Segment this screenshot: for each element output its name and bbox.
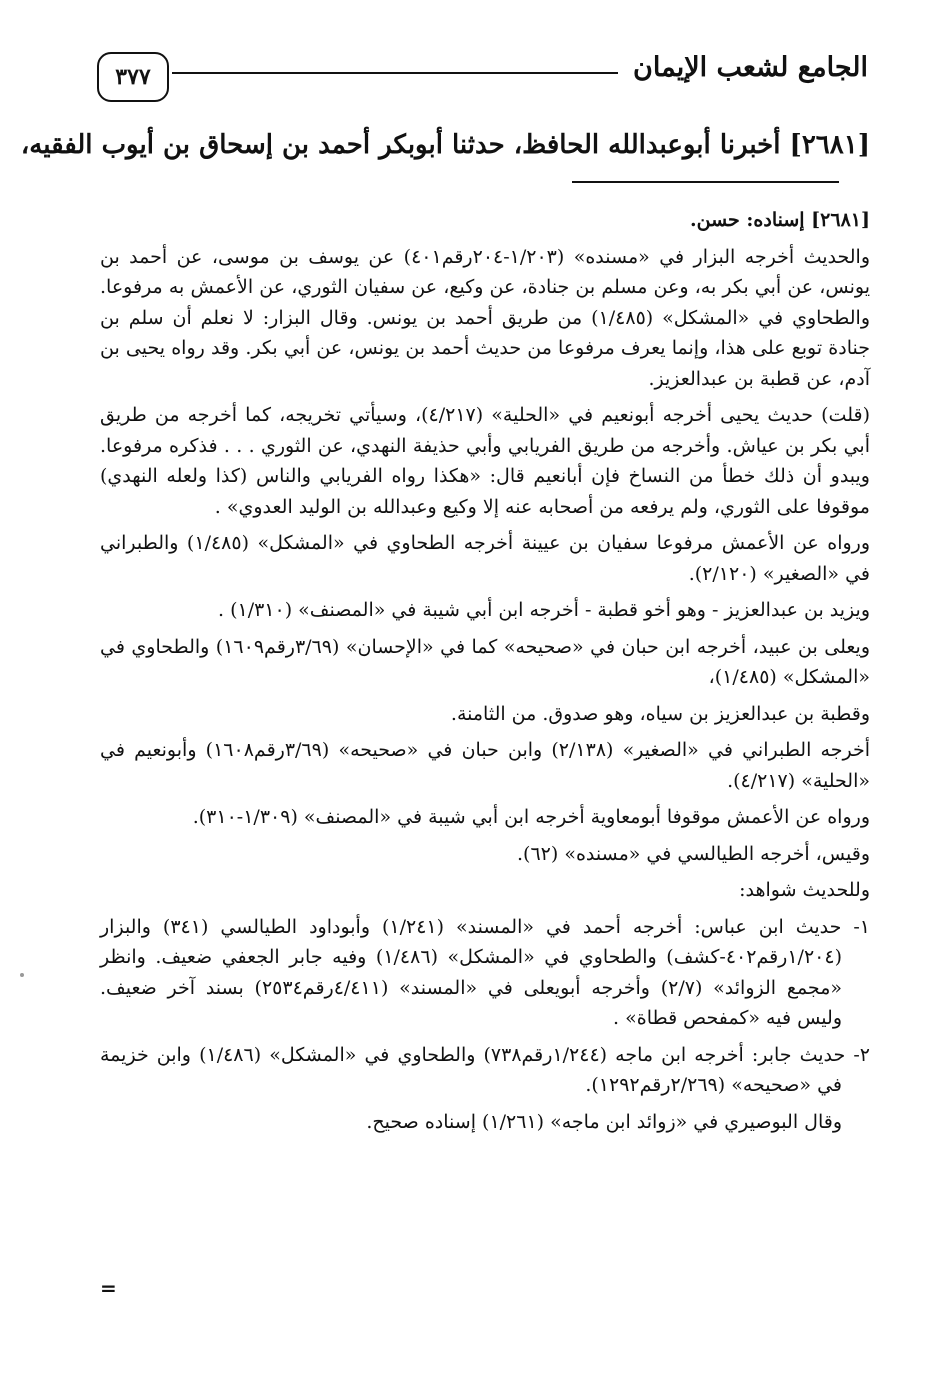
footnotes — [100, 205, 870, 1143]
hadith-text: [٢٦٨١] أخبرنا أبوعبدالله الحافظ، حدثنا أبوبكر أحمد بن إسحاق بن أيوب الفقيه، — [20, 130, 870, 160]
page-number: ٣٧٧ — [115, 64, 151, 90]
header-rule — [172, 72, 618, 74]
footnote-paragraph: (قلت) حديث يحيى أخرجه أبونعيم في «الحلية» (٤/٢١٧)، وسيأتي تخريجه، كما أخرجه من طريق أبي بكر بن عياش. وأخرجه من طريق الفريابي وأبي حذيفة النهدي، عن الثوري . . . فذكره مرفوعا. ويبدو أن ذلك خطأ من النساخ فإن أبانعيم قال: «هكذا رواه الفريابي والناس (كذا ولعله النهدي) موقوفا على الثوري، ولم يرفعه من أصحابه عنه إلا وكيع وعبدالله بن الوليد العدوي» . — [100, 404, 870, 518]
footnote-paragraph: ويعلى بن عبيد، أخرجه ابن حبان في «صحيحه» كما في «الإحسان» (٣/٦٩رقم١٦٠٩) والطحاوي في «المشكل» (١/٤٨٥)، — [100, 635, 871, 688]
continuation-mark: = — [100, 1276, 117, 1300]
witness-item: ١- حديث ابن عباس: أخرجه أحمد في «المسند» (١/٢٤١) وأبوداود الطيالسي (٣٤١) والبزار (١/٢٠٤رقم٤٠٢-كشف) والطحاوي في «المشكل» (١/٤٨٦) وفيه جابر الجعفي ضعيف. وانظر «مجمع الزوائد» (٢/٧) وأخرجه أبويعلى في «المسند» (٤/٤١١رقم٢٥٣٤) بسند آخر ضعيف. وليس فيه «كمفحص قطاة» . — [100, 915, 870, 1029]
footnote-paragraph: ويزيد بن عبدالعزيز - وهو أخو قطبة - أخرجه ابن أبي شيبة في «المصنف» (١/٣١٠) . — [217, 599, 870, 621]
footnote-paragraph: وقيس، أخرجه الطيالسي في «مسنده» (٦٢). — [517, 842, 870, 865]
witness-item: ٢- حديث جابر: أخرجه ابن ماجه (١/٢٤٤رقم٧٣٨) والطحاوي في «المشكل» (١/٤٨٦) وابن خزيمة في «صحيحه» (٢/٢٦٩رقم١٢٩٢). — [100, 1043, 871, 1096]
margin-speck — [20, 973, 24, 977]
page-number-box — [97, 52, 169, 102]
footnote-paragraph: ورواه عن الأعمش مرفوعا سفيان بن عيينة أخرجه الطحاوي في «المشكل» (١/٤٨٥) والطبراني في «الصغير» (٢/١٢٠). — [100, 532, 870, 585]
footnote-paragraph: وللحديث شواهد: — [739, 879, 870, 901]
footnote-paragraph: أخرجه الطبراني في «الصغير» (٢/١٣٨) وابن حبان في «صحيحه» (٣/٦٩رقم١٦٠٨) وأبونعيم في «الحلية» (٤/٢١٧). — [100, 739, 870, 792]
closing-note: وقال البوصيري في «زوائد ابن ماجه» (١/٢٦١) إسناده صحيح. — [366, 1110, 842, 1133]
footnote-paragraph: ورواه عن الأعمش موقوفا أبومعاوية أخرجه ابن أبي شيبة في «المصنف» (١/٣٠٩-٣١٠). — [192, 806, 870, 828]
footnote-heading: [٢٦٨١] إسناده: حسن. — [690, 209, 870, 231]
footnote-paragraph: والحديث أخرجه البزار في «مسنده» (١/٢٠٣-٢٠٤رقم٤٠١) عن يوسف بن موسى، عن أحمد بن يونس، عن أبي بكر به، وعن مسلم بن جنادة، عن وكيع، عن سفيان الثوري، عن الأعمش به مرفوعا. والطحاوي في «المشكل» (١/٤٨٥) من طريق أحمد بن يونس. وقال البزار: لا نعلم أن سلم بن جنادة توبع على هذا، وإنما يعرف مرفوعا من حديث أحمد بن يونس، عن أبي بكر. وقد رواه يحيى بن آدم، عن قطبة بن عبدالعزيز. — [100, 245, 871, 390]
footnote-paragraph: وقطبة بن عبدالعزيز بن سياه، وهو صدوق. من الثامنة. — [450, 702, 870, 725]
running-header-title: الجامع لشعب الإيمان — [633, 52, 868, 83]
footnote-separator — [572, 181, 839, 183]
